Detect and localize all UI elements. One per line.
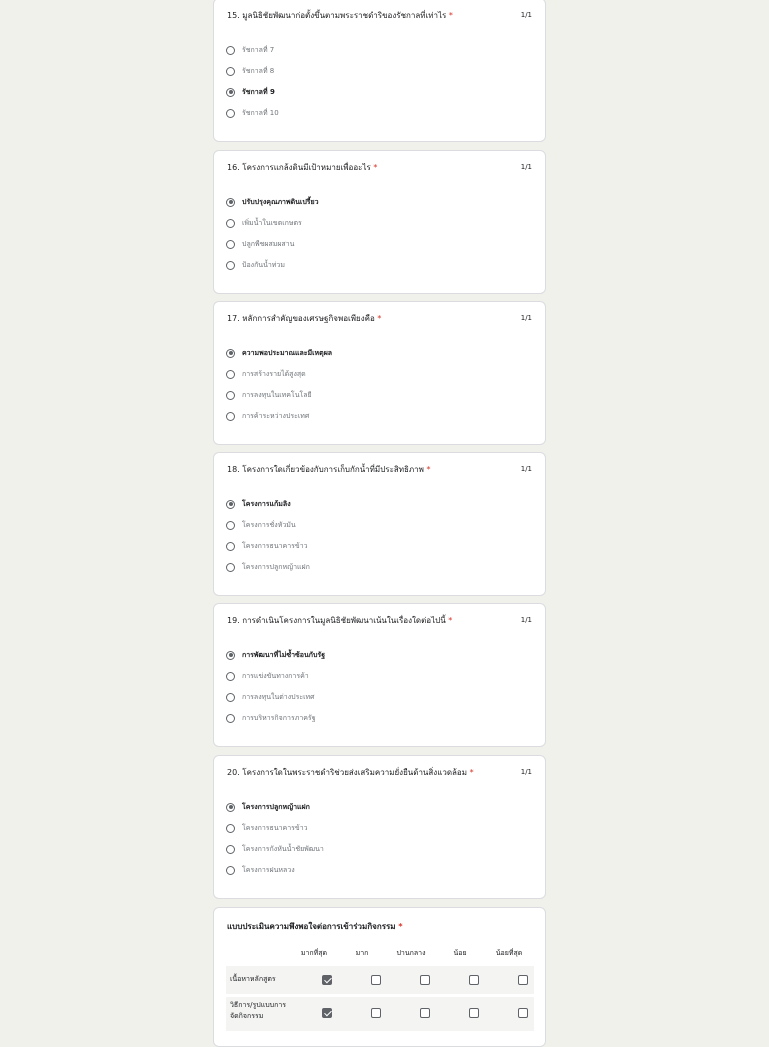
question-title-text: 17. หลักการสำคัญของเศรษฐกิจพอเพียงคือ	[227, 314, 375, 323]
option-label: เพิ่มน้ำในเขตเกษตร	[242, 218, 302, 227]
radio-button[interactable]	[226, 866, 235, 875]
radio-option[interactable]	[226, 800, 310, 814]
option-label: การแข่งขันทางการค้า	[242, 671, 309, 680]
column-header: ปานกลาง	[396, 949, 426, 957]
option-label: ความพอประมาณและมีเหตุผล	[242, 348, 333, 357]
checkbox-little[interactable]	[469, 1008, 479, 1018]
radio-option[interactable]	[226, 409, 309, 423]
radio-button[interactable]	[226, 46, 235, 55]
radio-button[interactable]	[226, 261, 235, 270]
row-label: เนื้อหาหลักสูตร	[230, 975, 276, 983]
option-label: รัชกาลที่ 7	[242, 45, 275, 54]
checkbox-most[interactable]	[322, 975, 332, 985]
option-label: ปลูกพืชผสมผสาน	[242, 239, 295, 248]
option-label: การค้าระหว่างประเทศ	[242, 411, 310, 420]
question-score: 1/1	[520, 616, 532, 624]
checkbox-least[interactable]	[518, 975, 528, 985]
required-asterisk: *	[469, 768, 474, 777]
radio-option[interactable]	[226, 43, 274, 57]
option-label: รัชกาลที่ 9	[242, 87, 275, 96]
option-label: โครงการธนาคารข้าว	[242, 541, 308, 550]
question-score: 1/1	[520, 465, 532, 473]
required-asterisk: *	[373, 163, 378, 172]
option-label: การสร้างรายได้สูงสุด	[242, 369, 306, 378]
question-title-text: 20. โครงการใดในพระราชดำริช่วยส่งเสริมความยั่งยืนด้านสิ่งแวดล้อม	[227, 768, 468, 777]
option-label: การลงทุนในต่างประเทศ	[242, 692, 315, 701]
option-label: ปรับปรุงคุณภาพดินเปรี้ยว	[242, 197, 319, 206]
radio-option[interactable]	[226, 367, 306, 381]
radio-option[interactable]	[226, 821, 308, 835]
radio-button[interactable]	[226, 651, 235, 660]
radio-button[interactable]	[226, 412, 235, 421]
question-score: 1/1	[520, 163, 532, 171]
option-label: โครงการกังหันน้ำชัยพัฒนา	[242, 844, 324, 853]
radio-button[interactable]	[226, 803, 235, 812]
option-label: โครงการชั่งหัวมัน	[242, 520, 296, 529]
column-header: มากที่สุด	[300, 949, 328, 957]
radio-button[interactable]	[226, 845, 235, 854]
radio-button[interactable]	[226, 714, 235, 723]
option-label: รัชกาลที่ 10	[242, 108, 279, 117]
radio-button[interactable]	[226, 67, 235, 76]
radio-button[interactable]	[226, 693, 235, 702]
column-header: น้อย	[453, 949, 467, 957]
question-title-text: 18. โครงการใดเกี่ยวข้องกับการเก็บกักน้ำที่มีประสิทธิภาพ	[227, 465, 424, 474]
radio-option[interactable]	[226, 842, 324, 856]
radio-button[interactable]	[226, 824, 235, 833]
question-score: 1/1	[520, 768, 532, 776]
question-title	[227, 314, 507, 324]
option-label: การบริหารกิจการภาครัฐ	[242, 713, 316, 722]
question-title-text: 16. โครงการแกล้งดินมีเป้าหมายเพื่ออะไร	[227, 163, 371, 172]
question-card-20	[213, 755, 546, 899]
question-card-19	[213, 603, 546, 747]
radio-option[interactable]	[226, 690, 315, 704]
radio-button[interactable]	[226, 219, 235, 228]
radio-option[interactable]	[226, 64, 274, 78]
option-label: โครงการธนาคารข้าว	[242, 823, 308, 832]
radio-button[interactable]	[226, 370, 235, 379]
survey-row-method	[226, 997, 534, 1031]
option-label: รัชกาลที่ 8	[242, 66, 275, 75]
survey-title-text: แบบประเมินความพึงพอใจต่อการเข้าร่วมกิจกรรม	[227, 922, 396, 931]
question-title	[227, 163, 507, 173]
option-label: โครงการปลูกหญ้าแฝก	[242, 562, 310, 571]
radio-button[interactable]	[226, 563, 235, 572]
option-label: โครงการฝนหลวง	[242, 865, 295, 874]
checkbox-much[interactable]	[371, 1008, 381, 1018]
radio-button[interactable]	[226, 521, 235, 530]
option-label: ป้องกันน้ำท่วม	[242, 260, 285, 269]
question-card-16	[213, 150, 546, 294]
column-header: น้อยที่สุด	[495, 949, 523, 957]
row-label: วิธีการ/รูปแบบการจัดกิจกรรม	[230, 1001, 287, 1020]
checkbox-little[interactable]	[469, 975, 479, 985]
question-title	[227, 768, 507, 778]
radio-option[interactable]	[226, 648, 325, 662]
radio-option[interactable]	[226, 539, 308, 553]
radio-option[interactable]	[226, 85, 275, 99]
radio-button[interactable]	[226, 500, 235, 509]
radio-option[interactable]	[226, 195, 319, 209]
radio-option[interactable]	[226, 518, 296, 532]
checkbox-least[interactable]	[518, 1008, 528, 1018]
checkbox-much[interactable]	[371, 975, 381, 985]
question-score: 1/1	[520, 314, 532, 322]
required-asterisk: *	[448, 11, 453, 20]
radio-option[interactable]	[226, 388, 312, 402]
checkbox-medium[interactable]	[420, 975, 430, 985]
radio-button[interactable]	[226, 349, 235, 358]
survey-row-content	[226, 966, 534, 994]
radio-button[interactable]	[226, 240, 235, 249]
question-card-18	[213, 452, 546, 596]
radio-option[interactable]	[226, 216, 302, 230]
required-asterisk: *	[426, 465, 431, 474]
question-card-17	[213, 301, 546, 445]
radio-option[interactable]	[226, 560, 310, 574]
required-asterisk: *	[398, 922, 403, 931]
option-label: การพัฒนาที่ไม่ซ้ำซ้อนกับรัฐ	[242, 650, 326, 659]
radio-option[interactable]	[226, 669, 309, 683]
question-title	[227, 616, 507, 626]
option-label: โครงการปลูกหญ้าแฝก	[242, 802, 310, 811]
radio-button[interactable]	[226, 542, 235, 551]
option-label: โครงการแก้มลิง	[242, 499, 291, 508]
radio-option[interactable]	[226, 258, 285, 272]
checkbox-most[interactable]	[322, 1008, 332, 1018]
radio-option[interactable]	[226, 863, 295, 877]
satisfaction-survey-card	[213, 907, 546, 1047]
radio-button[interactable]	[226, 109, 235, 118]
radio-option[interactable]	[226, 346, 332, 360]
question-title	[227, 11, 507, 21]
question-title-text: 19. การดำเนินโครงการในมูลนิธิชัยพัฒนาเน้นในเรื่องใดต่อไปนี้	[227, 616, 446, 625]
required-asterisk: *	[377, 314, 382, 323]
required-asterisk: *	[448, 616, 453, 625]
radio-button[interactable]	[226, 88, 235, 97]
question-card-15	[213, 0, 546, 142]
radio-option[interactable]	[226, 711, 316, 725]
question-title-text: 15. มูลนิธิชัยพัฒนาก่อตั้งขึ้นตามพระราชดำริของรัชกาลที่เท่าไร	[227, 11, 447, 20]
radio-button[interactable]	[226, 391, 235, 400]
radio-option[interactable]	[226, 237, 294, 251]
survey-title	[227, 920, 403, 933]
option-label: การลงทุนในเทคโนโลยี	[242, 390, 312, 399]
radio-button[interactable]	[226, 672, 235, 681]
radio-option[interactable]	[226, 106, 279, 120]
radio-option[interactable]	[226, 497, 291, 511]
column-header: มาก	[355, 949, 369, 957]
question-score: 1/1	[520, 11, 532, 19]
checkbox-medium[interactable]	[420, 1008, 430, 1018]
radio-button[interactable]	[226, 198, 235, 207]
question-title	[227, 465, 507, 475]
